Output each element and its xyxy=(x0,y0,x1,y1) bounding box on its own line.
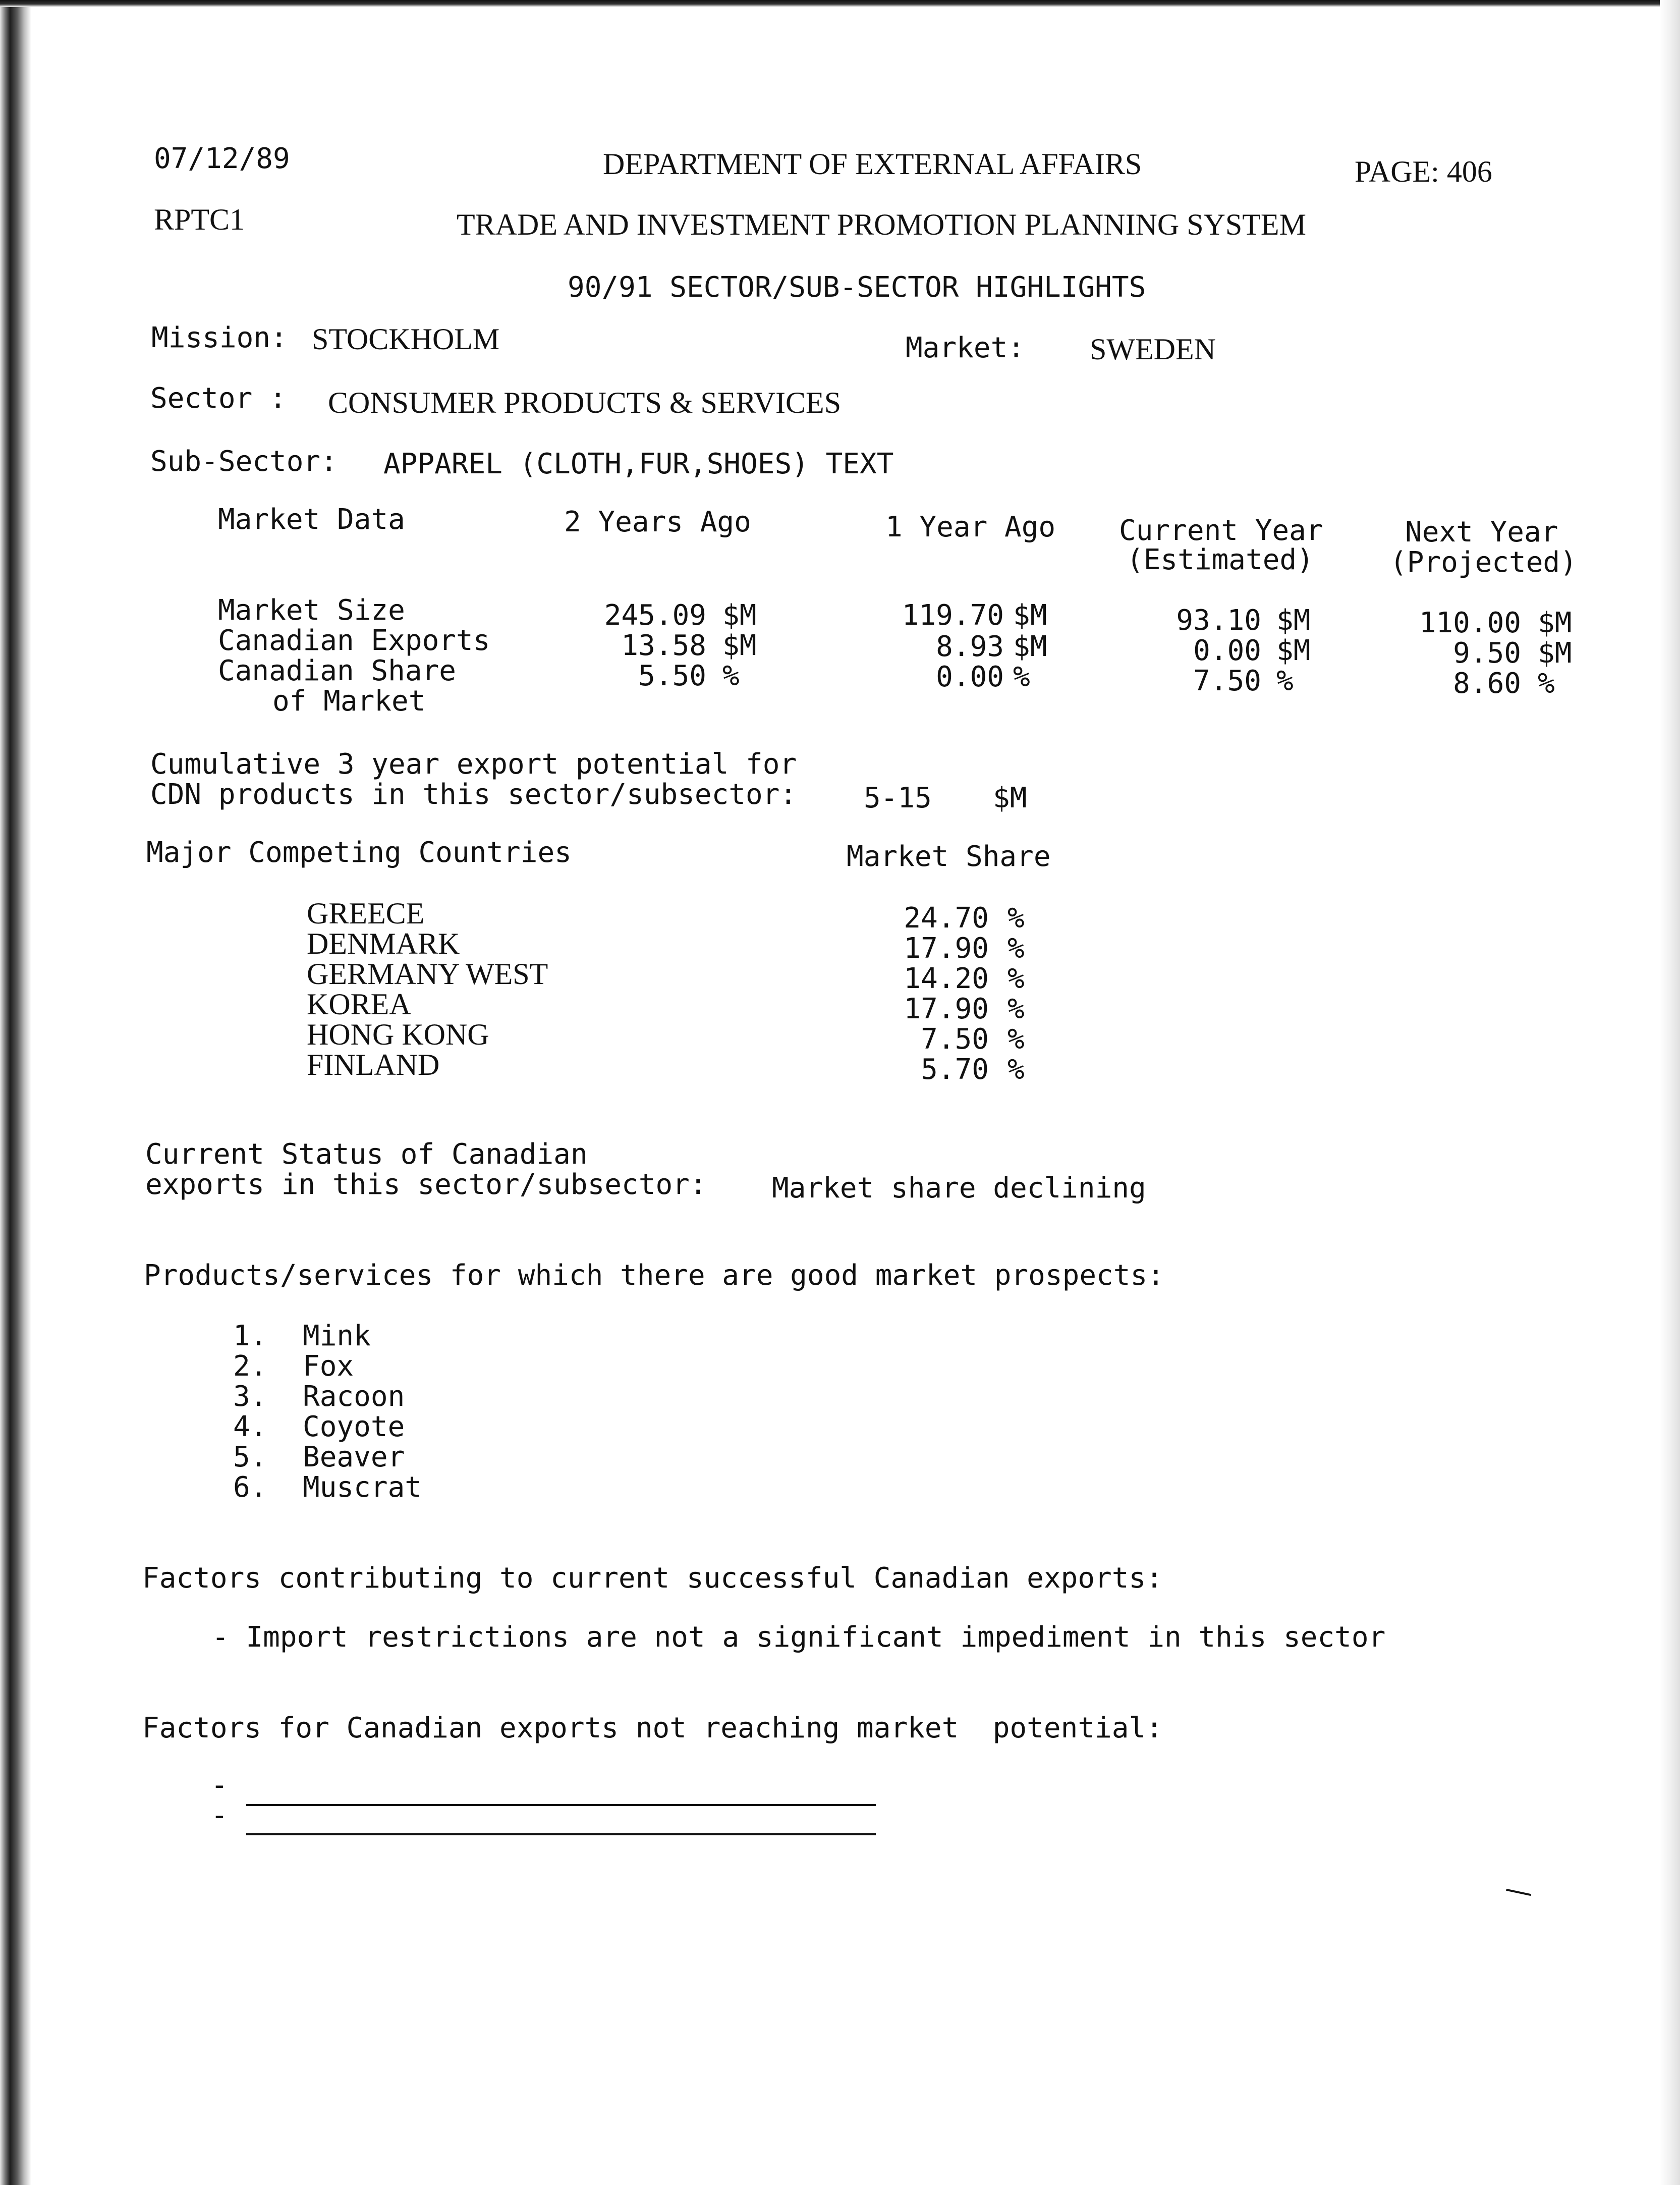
cell-value: 8.93 xyxy=(936,630,1004,663)
status-value: Market share declining xyxy=(772,1172,1146,1205)
competitor-unit: % xyxy=(1007,1053,1025,1086)
cell-value: 119.70 xyxy=(902,599,1004,632)
potential-line-1: Cumulative 3 year export potential for xyxy=(150,748,797,781)
prospect-text: Racoon xyxy=(303,1380,405,1413)
mission-value: STOCKHOLM xyxy=(312,322,500,356)
system-title: TRADE AND INVESTMENT PROMOTION PLANNING SYSTEM xyxy=(457,208,1306,241)
prospect-number: 3. xyxy=(233,1380,267,1413)
two-years-ago-header: 2 Years Ago xyxy=(564,506,751,538)
competitor-country: HONG KONG xyxy=(307,1018,489,1051)
cell-value: 245.09 xyxy=(604,599,706,632)
competitor-country: KOREA xyxy=(307,988,411,1021)
page-number: PAGE: 406 xyxy=(1355,155,1492,188)
success-item: - Import restrictions are not a significant impediment in this sector xyxy=(212,1621,1386,1654)
cell-unit: $M xyxy=(1538,607,1572,639)
cell-unit: $M xyxy=(1538,637,1572,670)
competitor-unit: % xyxy=(1007,993,1025,1025)
competitor-unit: % xyxy=(1007,1023,1025,1056)
cell-value: 5.50 xyxy=(638,660,706,692)
competitor-share: 5.70 xyxy=(921,1053,989,1086)
potential-line-2: CDN products in this sector/subsector: xyxy=(150,778,797,811)
cell-unit: % xyxy=(1538,667,1555,700)
prospect-number: 5. xyxy=(233,1441,267,1473)
blank-bullet: - xyxy=(211,1799,228,1832)
row-label: Market Size xyxy=(218,594,405,627)
potential-unit: $M xyxy=(993,782,1027,814)
status-line-2: exports in this sector/subsector: xyxy=(145,1168,707,1201)
blank-answer-line xyxy=(246,1833,876,1835)
cell-unit: $M xyxy=(722,629,757,662)
competitors-header: Major Competing Countries xyxy=(146,836,572,869)
cell-value: 0.00 xyxy=(1193,634,1261,667)
one-year-ago-header: 1 Year Ago xyxy=(885,511,1056,543)
cell-unit: $M xyxy=(1276,604,1311,637)
competitor-unit: % xyxy=(1007,962,1025,995)
market-label: Market: xyxy=(906,332,1025,364)
subsector-value: APPAREL (CLOTH,FUR,SHOES) TEXT xyxy=(383,448,894,480)
row-label: Canadian Exports xyxy=(218,624,490,657)
status-line-1: Current Status of Canadian xyxy=(145,1138,588,1171)
cell-value: 13.58 xyxy=(621,629,706,662)
row-label-continued: of Market xyxy=(272,685,426,718)
cell-value: 93.10 xyxy=(1176,604,1261,637)
cell-unit: % xyxy=(1013,661,1030,693)
prospect-text: Muscrat xyxy=(303,1471,422,1504)
stray-pen-mark xyxy=(1506,1889,1531,1896)
cell-unit: % xyxy=(1276,665,1294,697)
report-date: 07/12/89 xyxy=(154,142,290,175)
cell-unit: $M xyxy=(722,599,757,632)
sector-value: CONSUMER PRODUCTS & SERVICES xyxy=(328,386,842,419)
cell-unit: $M xyxy=(1276,634,1311,667)
cell-value: 7.50 xyxy=(1193,665,1261,697)
report-code: RPTC1 xyxy=(154,203,245,236)
cell-unit: % xyxy=(722,660,740,692)
cell-value: 110.00 xyxy=(1419,607,1521,639)
competitor-country: GERMANY WEST xyxy=(307,957,548,991)
competitor-share: 14.20 xyxy=(904,962,989,995)
competitor-unit: % xyxy=(1007,902,1025,935)
mission-label: Mission: xyxy=(151,321,288,354)
blank-bullet: - xyxy=(211,1769,228,1801)
competitor-share: 17.90 xyxy=(904,932,989,965)
prospect-text: Mink xyxy=(303,1320,371,1352)
success-heading: Factors contributing to current successful Canadian exports: xyxy=(142,1562,1163,1595)
competitor-country: DENMARK xyxy=(307,927,460,960)
prospects-heading: Products/services for which there are good market prospects: xyxy=(144,1259,1164,1292)
cell-value: 0.00 xyxy=(936,661,1004,693)
market-data-header: Market Data xyxy=(218,503,405,536)
blank-answer-line xyxy=(246,1804,876,1806)
market-value: SWEDEN xyxy=(1090,333,1216,366)
prospect-number: 1. xyxy=(233,1320,267,1352)
highlights-title: 90/91 SECTOR/SUB-SECTOR HIGHLIGHTS xyxy=(568,271,1146,304)
sector-label: Sector : xyxy=(150,382,287,415)
prospect-number: 4. xyxy=(233,1410,267,1443)
next-year-header: Next Year xyxy=(1405,516,1558,549)
prospect-number: 6. xyxy=(233,1471,267,1504)
scan-right-edge xyxy=(1660,0,1680,2185)
competitor-country: FINLAND xyxy=(307,1048,440,1081)
department-title: DEPARTMENT OF EXTERNAL AFFAIRS xyxy=(603,147,1142,181)
next-year-projected: (Projected) xyxy=(1390,546,1577,579)
potential-value: 5-15 xyxy=(864,782,932,814)
prospect-text: Coyote xyxy=(303,1410,405,1443)
prospect-number: 2. xyxy=(233,1350,267,1383)
prospect-text: Fox xyxy=(303,1350,354,1383)
competitor-share: 7.50 xyxy=(921,1023,989,1056)
current-year-header: Current Year xyxy=(1119,514,1323,547)
cell-unit: $M xyxy=(1013,599,1047,632)
competitor-unit: % xyxy=(1007,932,1025,965)
current-year-estimated: (Estimated) xyxy=(1127,543,1314,576)
market-share-header: Market Share xyxy=(847,840,1051,873)
scan-top-edge xyxy=(0,0,1680,7)
cell-value: 9.50 xyxy=(1453,637,1521,670)
failure-heading: Factors for Canadian exports not reaching market potential: xyxy=(142,1712,1163,1744)
competitor-country: GREECE xyxy=(307,897,425,930)
cell-unit: $M xyxy=(1013,630,1047,663)
cell-value: 8.60 xyxy=(1453,667,1521,700)
row-label: Canadian Share xyxy=(218,654,457,687)
scan-binding-edge xyxy=(0,0,31,2185)
subsector-label: Sub-Sector: xyxy=(150,445,338,478)
competitor-share: 24.70 xyxy=(904,902,989,935)
prospect-text: Beaver xyxy=(303,1441,405,1473)
competitor-share: 17.90 xyxy=(904,993,989,1025)
